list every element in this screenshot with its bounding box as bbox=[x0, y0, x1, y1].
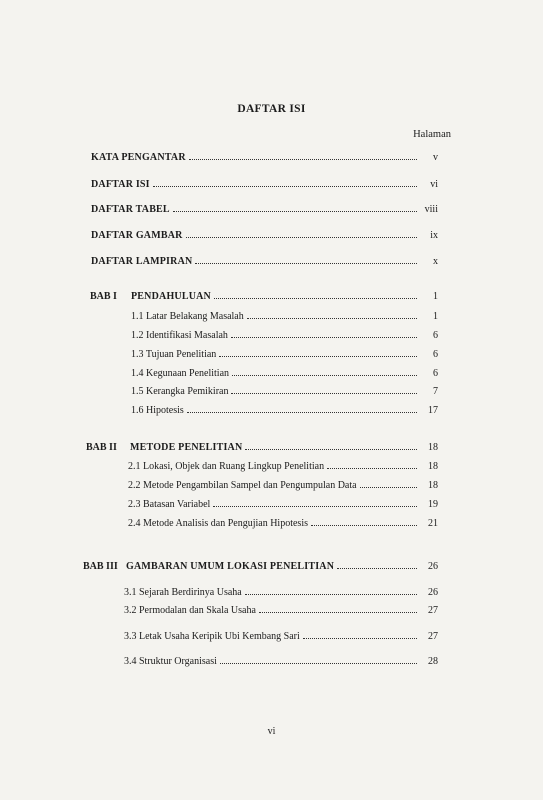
toc-entry-daftar-lampiran: DAFTAR LAMPIRAN x bbox=[91, 256, 438, 267]
section-3-4: 3.4 Struktur Organisasi 28 bbox=[124, 656, 438, 667]
toc-entry-daftar-tabel: DAFTAR TABEL viii bbox=[91, 204, 438, 215]
section-1-4: 1.4 Kegunaan Penelitian 6 bbox=[131, 368, 438, 379]
section-1-6: 1.6 Hipotesis 17 bbox=[131, 405, 438, 416]
section-2-3: 2.3 Batasan Variabel 19 bbox=[128, 499, 438, 510]
section-1-1: 1.1 Latar Belakang Masalah 1 bbox=[131, 311, 438, 322]
section-2-2: 2.2 Metode Pengambilan Sampel dan Pengumpulan Data 18 bbox=[128, 480, 438, 491]
section-2-1: 2.1 Lokasi, Objek dan Ruang Lingkup Penelitian 18 bbox=[128, 461, 438, 472]
chapter-2-title: METODE PENELITIAN 18 bbox=[130, 442, 438, 453]
section-3-2: 3.2 Permodalan dan Skala Usaha 27 bbox=[124, 605, 438, 616]
section-1-3: 1.3 Tujuan Penelitian 6 bbox=[131, 349, 438, 360]
toc-entry-kata-pengantar: KATA PENGANTAR v bbox=[91, 152, 438, 163]
halaman-header: Halaman bbox=[413, 129, 451, 140]
section-1-2: 1.2 Identifikasi Masalah 6 bbox=[131, 330, 438, 341]
section-3-3: 3.3 Letak Usaha Keripik Ubi Kembang Sari 27 bbox=[124, 631, 438, 642]
chapter-1-title: PENDAHULUAN 1 bbox=[131, 291, 438, 302]
section-3-1: 3.1 Sejarah Berdirinya Usaha 26 bbox=[124, 587, 438, 598]
section-1-5: 1.5 Kerangka Pemikiran 7 bbox=[131, 386, 438, 397]
section-2-4: 2.4 Metode Analisis dan Pengujian Hipotesis 21 bbox=[128, 518, 438, 529]
chapter-1-number: BAB I bbox=[90, 291, 117, 302]
page-title: DAFTAR ISI bbox=[237, 103, 306, 115]
chapter-2-number: BAB II bbox=[86, 442, 117, 453]
toc-entry-daftar-isi: DAFTAR ISI vi bbox=[91, 179, 438, 190]
toc-entry-daftar-gambar: DAFTAR GAMBAR ix bbox=[91, 230, 438, 241]
footer-page-number: vi bbox=[267, 726, 276, 737]
chapter-3-title: GAMBARAN UMUM LOKASI PENELITIAN 26 bbox=[126, 561, 438, 572]
chapter-3-number: BAB III bbox=[83, 561, 118, 572]
